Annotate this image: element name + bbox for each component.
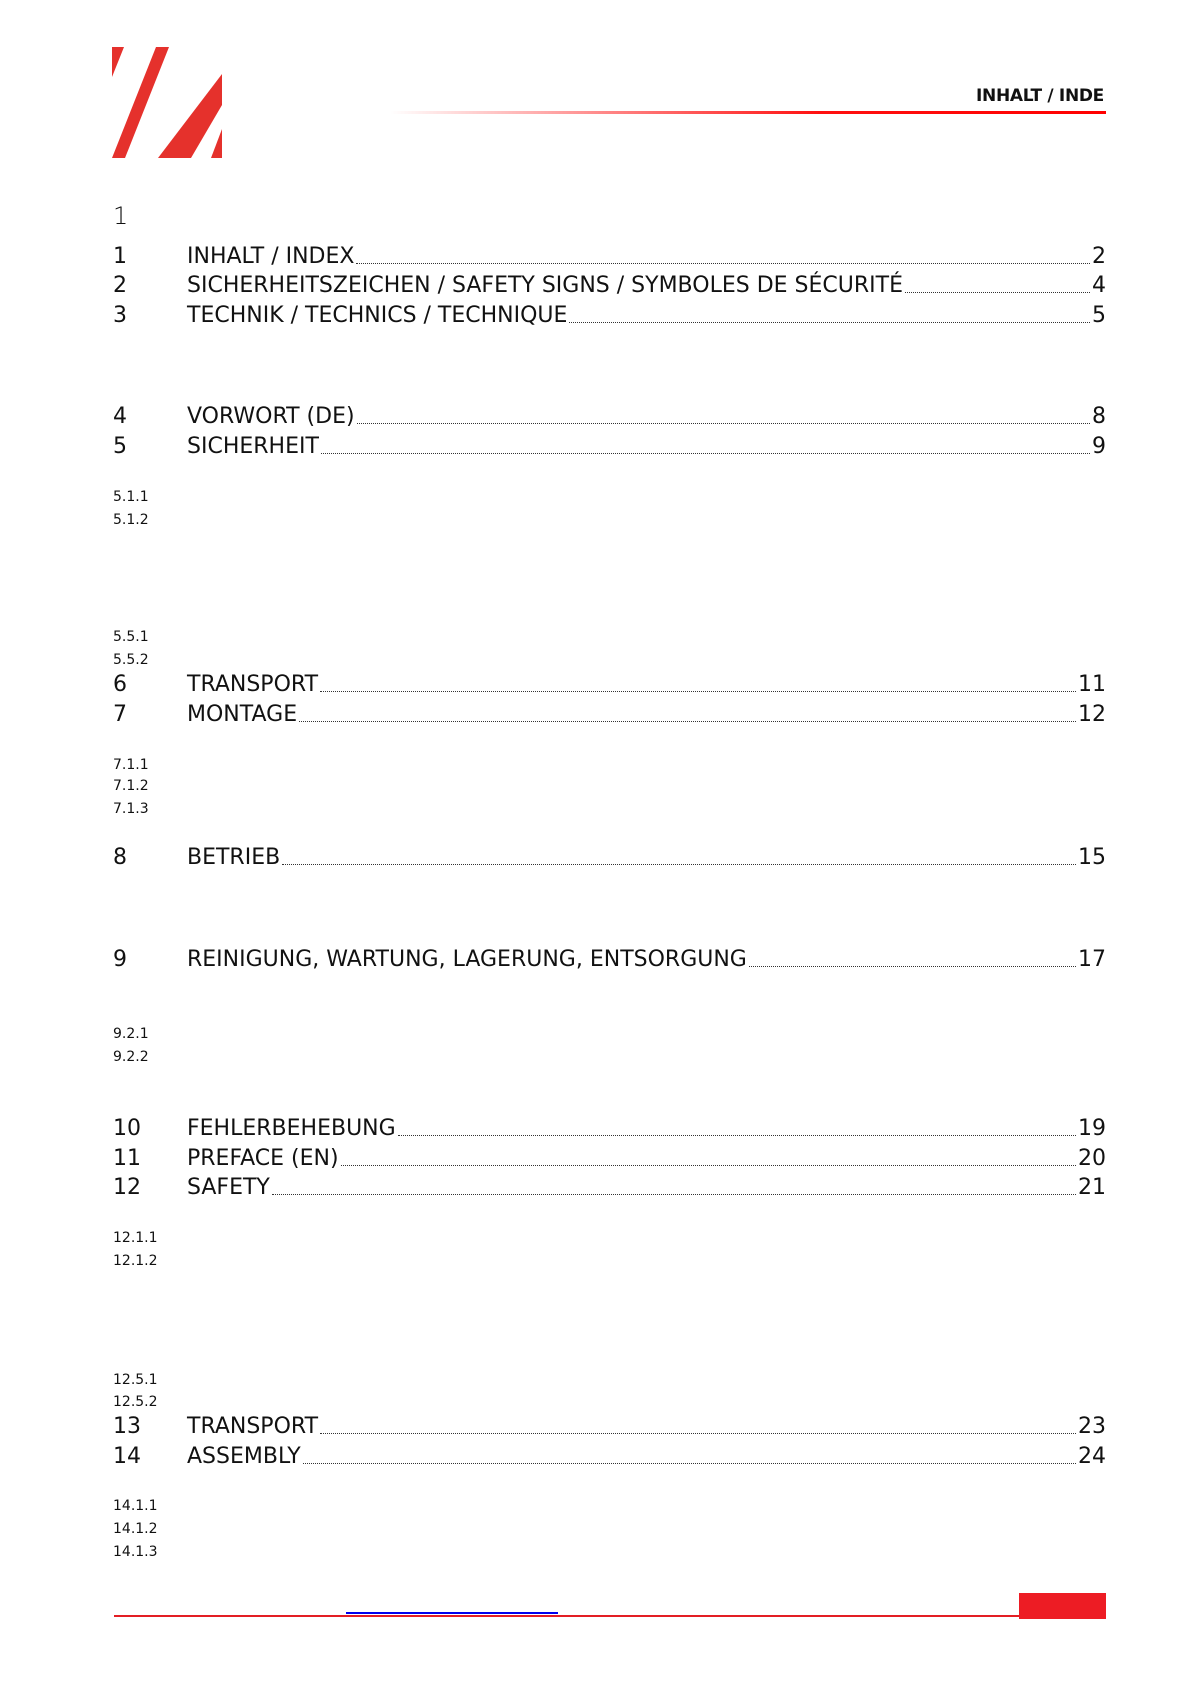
- toc-page: 15: [1078, 845, 1106, 870]
- header-title: INHALT / INDE: [976, 86, 1104, 106]
- toc-subentry-number: 7.1.3: [113, 801, 149, 817]
- toc-number: 13: [113, 1414, 141, 1439]
- toc-page: 8: [1092, 404, 1106, 429]
- toc-title: FEHLERBEHEBUNG: [187, 1116, 396, 1141]
- footer-link[interactable]: [346, 1612, 558, 1614]
- toc-number: 12: [113, 1175, 141, 1200]
- footer-rule: [114, 1615, 1019, 1617]
- dot-leader: [272, 1193, 1076, 1195]
- dot-leader: [341, 1164, 1076, 1166]
- toc-title: TRANSPORT: [187, 672, 319, 697]
- toc-entry[interactable]: [113, 303, 1106, 329]
- toc-entry[interactable]: [113, 1116, 1106, 1142]
- logo: [112, 47, 222, 158]
- toc-title: MONTAGE: [187, 702, 298, 727]
- toc-title: TRANSPORT: [187, 1414, 319, 1439]
- toc-page: 21: [1078, 1175, 1106, 1200]
- toc-title: REINIGUNG, WARTUNG, LAGERUNG, ENTSORGUNG: [187, 947, 747, 972]
- toc-subentry-number: 14.1.2: [113, 1521, 158, 1537]
- dot-leader: [299, 720, 1076, 722]
- dot-leader: [320, 690, 1076, 692]
- toc-page: 20: [1078, 1146, 1106, 1171]
- dot-leader: [320, 1432, 1076, 1434]
- dot-leader: [357, 422, 1090, 424]
- toc-page: 19: [1078, 1116, 1106, 1141]
- toc-entry[interactable]: [113, 434, 1106, 460]
- toc-subentry-number: 12.5.1: [113, 1372, 158, 1388]
- toc-subentry-number: 5.1.2: [113, 512, 149, 528]
- toc-number: 11: [113, 1146, 141, 1171]
- toc-subentry-number: 7.1.1: [113, 757, 149, 773]
- toc-number: 14: [113, 1444, 141, 1469]
- toc-subentry-number: 14.1.3: [113, 1544, 158, 1560]
- toc-entry[interactable]: [113, 404, 1106, 430]
- toc-subentry-number: 5.1.1: [113, 489, 149, 505]
- dot-leader: [282, 863, 1076, 865]
- toc-entry[interactable]: [113, 1146, 1106, 1172]
- toc-page: 24: [1078, 1444, 1106, 1469]
- toc-entry[interactable]: [113, 244, 1106, 270]
- toc-entry[interactable]: [113, 1444, 1106, 1470]
- toc-page: 12: [1078, 702, 1106, 727]
- dot-leader: [303, 1462, 1076, 1464]
- toc-title: BETRIEB: [187, 845, 281, 870]
- toc-number: 3: [113, 303, 127, 328]
- toc-number: 1: [113, 244, 127, 269]
- toc-number: 4: [113, 404, 127, 429]
- toc-subentry-number: 5.5.2: [113, 652, 149, 668]
- toc-title: ASSEMBLY: [187, 1444, 301, 1469]
- toc-subentry-number: 9.2.2: [113, 1049, 149, 1065]
- toc-page: 23: [1078, 1414, 1106, 1439]
- toc-subentry-number: 12.1.2: [113, 1253, 158, 1269]
- toc-title: SAFETY: [187, 1175, 270, 1200]
- dot-leader: [321, 452, 1090, 454]
- dot-leader: [356, 262, 1090, 264]
- toc-page: 11: [1078, 672, 1106, 697]
- dot-leader: [398, 1134, 1076, 1136]
- toc-entry[interactable]: [113, 672, 1106, 698]
- toc-title: TECHNIK / TECHNICS / TECHNIQUE: [187, 303, 568, 328]
- toc-subentry-number: 12.5.2: [113, 1394, 158, 1410]
- dot-leader: [749, 965, 1076, 967]
- section-number: 1: [113, 202, 129, 230]
- toc-entry[interactable]: [113, 702, 1106, 728]
- toc-number: 8: [113, 845, 127, 870]
- toc-number: 5: [113, 434, 127, 459]
- toc-subentry-number: 5.5.1: [113, 629, 149, 645]
- toc-entry[interactable]: [113, 1175, 1106, 1201]
- toc-entry[interactable]: [113, 273, 1106, 299]
- toc-title: INHALT / INDEX: [187, 244, 355, 269]
- toc-subentry-number: 7.1.2: [113, 778, 149, 794]
- toc-subentry-number: 14.1.1: [113, 1498, 158, 1514]
- page-number-box: [1019, 1593, 1106, 1619]
- toc-subentry-number: 12.1.1: [113, 1230, 158, 1246]
- toc-page: 17: [1078, 947, 1106, 972]
- header-rule: [390, 111, 1106, 114]
- toc-title: SICHERHEIT: [187, 434, 319, 459]
- toc-page: 2: [1092, 244, 1106, 269]
- toc-number: 10: [113, 1116, 141, 1141]
- toc-entry[interactable]: [113, 1414, 1106, 1440]
- dot-leader: [569, 321, 1090, 323]
- toc-number: 7: [113, 702, 127, 727]
- toc-number: 6: [113, 672, 127, 697]
- toc-entry[interactable]: [113, 845, 1106, 871]
- toc-number: 9: [113, 947, 127, 972]
- toc-page: 4: [1092, 273, 1106, 298]
- toc-page: 5: [1092, 303, 1106, 328]
- toc-page: 9: [1092, 434, 1106, 459]
- toc-number: 2: [113, 273, 127, 298]
- toc-title: VORWORT (DE): [187, 404, 355, 429]
- toc-title: PREFACE (EN): [187, 1146, 339, 1171]
- toc-title: SICHERHEITSZEICHEN / SAFETY SIGNS / SYMBOLES DE SÉCURITÉ: [187, 273, 903, 298]
- toc-subentry-number: 9.2.1: [113, 1026, 149, 1042]
- dot-leader: [905, 291, 1090, 293]
- toc-entry[interactable]: [113, 947, 1106, 973]
